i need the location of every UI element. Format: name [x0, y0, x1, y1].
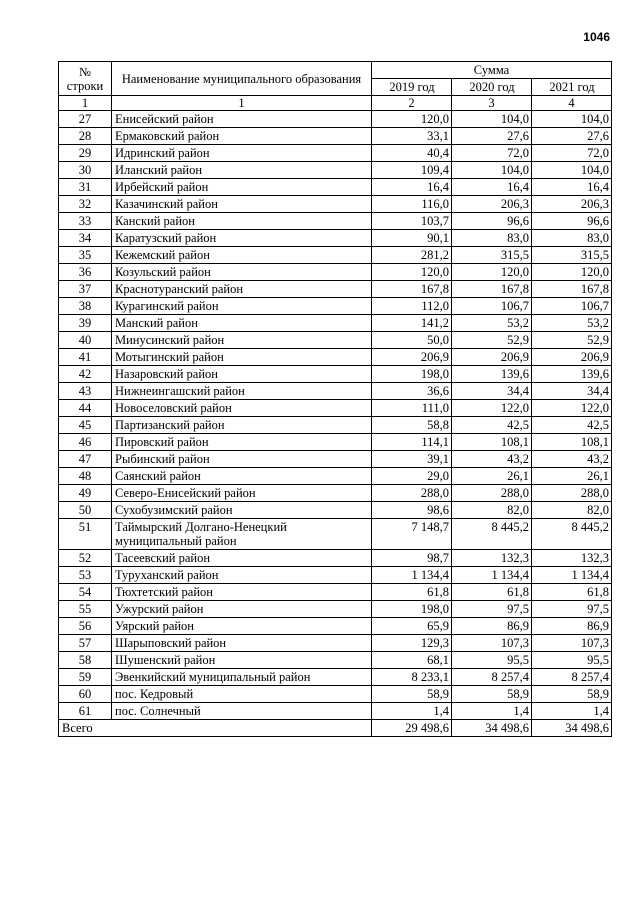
municipality-name: Манский район	[112, 315, 372, 332]
value-2020: 8 257,4	[452, 669, 532, 686]
row-number: 48	[59, 468, 112, 485]
value-2019: 281,2	[372, 247, 452, 264]
table-row	[59, 111, 612, 128]
value-2021: 8 257,4	[532, 669, 612, 686]
index-cell: 1	[112, 96, 372, 111]
table-row	[59, 315, 612, 332]
table-row	[59, 162, 612, 179]
municipality-name: Тасеевский район	[112, 550, 372, 567]
value-2021: 1,4	[532, 703, 612, 720]
total-label: Всего	[59, 720, 372, 737]
value-2021: 16,4	[532, 179, 612, 196]
row-number: 51	[59, 519, 112, 550]
municipality-name: Шушенский район	[112, 652, 372, 669]
row-number: 36	[59, 264, 112, 281]
header-sum: Сумма	[372, 62, 612, 79]
total-value: 34 498,6	[452, 720, 532, 737]
value-2019: 58,8	[372, 417, 452, 434]
table-row	[59, 618, 612, 635]
table-row	[59, 635, 612, 652]
table-row	[59, 196, 612, 213]
municipality-name: Таймырский Долгано-Ненецкий муниципальный район	[112, 519, 372, 550]
value-2020: 167,8	[452, 281, 532, 298]
value-2021: 206,3	[532, 196, 612, 213]
header-municipality-name: Наименование муниципального образования	[112, 62, 372, 96]
value-2019: 8 233,1	[372, 669, 452, 686]
municipality-name: Уярский район	[112, 618, 372, 635]
row-number: 28	[59, 128, 112, 145]
row-number: 39	[59, 315, 112, 332]
value-2020: 104,0	[452, 111, 532, 128]
table-row	[59, 417, 612, 434]
value-2020: 95,5	[452, 652, 532, 669]
value-2019: 68,1	[372, 652, 452, 669]
value-2019: 98,6	[372, 502, 452, 519]
value-2020: 96,6	[452, 213, 532, 230]
value-2019: 1 134,4	[372, 567, 452, 584]
table-row	[59, 703, 612, 720]
row-number: 47	[59, 451, 112, 468]
municipality-name: пос. Солнечный	[112, 703, 372, 720]
row-number: 56	[59, 618, 112, 635]
municipality-name: Туруханский район	[112, 567, 372, 584]
value-2020: 58,9	[452, 686, 532, 703]
table-row	[59, 281, 612, 298]
municipality-name: Пировский район	[112, 434, 372, 451]
row-number: 50	[59, 502, 112, 519]
value-2020: 206,3	[452, 196, 532, 213]
header-year-2021: 2021 год	[532, 79, 612, 96]
value-2019: 65,9	[372, 618, 452, 635]
municipality-name: Партизанский район	[112, 417, 372, 434]
table-row	[59, 485, 612, 502]
index-cell: 4	[532, 96, 612, 111]
row-number: 58	[59, 652, 112, 669]
value-2020: 26,1	[452, 468, 532, 485]
municipality-name: Курагинский район	[112, 298, 372, 315]
value-2021: 61,8	[532, 584, 612, 601]
row-number: 44	[59, 400, 112, 417]
value-2019: 61,8	[372, 584, 452, 601]
value-2021: 95,5	[532, 652, 612, 669]
value-2021: 122,0	[532, 400, 612, 417]
total-row	[59, 720, 612, 737]
page-number: 1046	[583, 30, 610, 44]
row-number: 52	[59, 550, 112, 567]
value-2019: 33,1	[372, 128, 452, 145]
value-2021: 43,2	[532, 451, 612, 468]
table-row	[59, 128, 612, 145]
value-2019: 29,0	[372, 468, 452, 485]
value-2021: 106,7	[532, 298, 612, 315]
value-2021: 34,4	[532, 383, 612, 400]
row-number: 33	[59, 213, 112, 230]
table-row	[59, 601, 612, 618]
row-number: 38	[59, 298, 112, 315]
value-2021: 104,0	[532, 111, 612, 128]
value-2019: 111,0	[372, 400, 452, 417]
row-number: 34	[59, 230, 112, 247]
value-2019: 16,4	[372, 179, 452, 196]
value-2021: 108,1	[532, 434, 612, 451]
value-2020: 288,0	[452, 485, 532, 502]
total-value: 29 498,6	[372, 720, 452, 737]
value-2021: 96,6	[532, 213, 612, 230]
row-number: 59	[59, 669, 112, 686]
municipality-name: Козульский район	[112, 264, 372, 281]
municipality-name: Ужурский район	[112, 601, 372, 618]
value-2020: 1,4	[452, 703, 532, 720]
value-2019: 116,0	[372, 196, 452, 213]
value-2021: 86,9	[532, 618, 612, 635]
value-2021: 288,0	[532, 485, 612, 502]
header-row-number: № строки	[59, 62, 112, 96]
index-cell: 3	[452, 96, 532, 111]
row-number: 37	[59, 281, 112, 298]
value-2019: 112,0	[372, 298, 452, 315]
total-value: 34 498,6	[532, 720, 612, 737]
row-number: 55	[59, 601, 112, 618]
row-number: 60	[59, 686, 112, 703]
municipality-name: Мотыгинский район	[112, 349, 372, 366]
table-row	[59, 686, 612, 703]
municipality-name: Канский район	[112, 213, 372, 230]
value-2021: 132,3	[532, 550, 612, 567]
row-number: 49	[59, 485, 112, 502]
value-2021: 97,5	[532, 601, 612, 618]
table-row	[59, 519, 612, 550]
value-2021: 107,3	[532, 635, 612, 652]
value-2019: 167,8	[372, 281, 452, 298]
value-2021: 167,8	[532, 281, 612, 298]
row-number: 61	[59, 703, 112, 720]
row-number: 32	[59, 196, 112, 213]
row-number: 43	[59, 383, 112, 400]
row-number: 40	[59, 332, 112, 349]
value-2020: 61,8	[452, 584, 532, 601]
value-2021: 8 445,2	[532, 519, 612, 550]
municipality-name: Енисейский район	[112, 111, 372, 128]
index-cell: 1	[59, 96, 112, 111]
value-2020: 97,5	[452, 601, 532, 618]
table-row	[59, 264, 612, 281]
value-2020: 43,2	[452, 451, 532, 468]
table-row	[59, 145, 612, 162]
value-2020: 1 134,4	[452, 567, 532, 584]
subsidy-table	[58, 61, 612, 737]
value-2021: 53,2	[532, 315, 612, 332]
value-2019: 39,1	[372, 451, 452, 468]
table-row	[59, 584, 612, 601]
row-number: 46	[59, 434, 112, 451]
table-row	[59, 213, 612, 230]
table-row	[59, 298, 612, 315]
value-2020: 120,0	[452, 264, 532, 281]
value-2020: 106,7	[452, 298, 532, 315]
value-2019: 50,0	[372, 332, 452, 349]
value-2020: 34,4	[452, 383, 532, 400]
value-2020: 86,9	[452, 618, 532, 635]
value-2019: 120,0	[372, 111, 452, 128]
municipality-name: Шарыповский район	[112, 635, 372, 652]
value-2021: 315,5	[532, 247, 612, 264]
header-year-2019: 2019 год	[372, 79, 452, 96]
municipality-name: Казачинский район	[112, 196, 372, 213]
value-2019: 40,4	[372, 145, 452, 162]
municipality-name: Минусинский район	[112, 332, 372, 349]
value-2020: 53,2	[452, 315, 532, 332]
municipality-name: Кежемский район	[112, 247, 372, 264]
value-2019: 206,9	[372, 349, 452, 366]
value-2020: 27,6	[452, 128, 532, 145]
value-2020: 315,5	[452, 247, 532, 264]
value-2020: 132,3	[452, 550, 532, 567]
municipality-name: Идринский район	[112, 145, 372, 162]
value-2021: 82,0	[532, 502, 612, 519]
header-year-2020: 2020 год	[452, 79, 532, 96]
table-row	[59, 550, 612, 567]
value-2019: 288,0	[372, 485, 452, 502]
value-2020: 139,6	[452, 366, 532, 383]
table-row	[59, 179, 612, 196]
value-2020: 42,5	[452, 417, 532, 434]
value-2021: 1 134,4	[532, 567, 612, 584]
value-2020: 83,0	[452, 230, 532, 247]
table-row	[59, 567, 612, 584]
row-number: 54	[59, 584, 112, 601]
table-row	[59, 468, 612, 485]
table-row	[59, 502, 612, 519]
municipality-name: Краснотуранский район	[112, 281, 372, 298]
row-number: 42	[59, 366, 112, 383]
row-number: 57	[59, 635, 112, 652]
row-number: 27	[59, 111, 112, 128]
value-2019: 1,4	[372, 703, 452, 720]
value-2020: 82,0	[452, 502, 532, 519]
value-2019: 120,0	[372, 264, 452, 281]
value-2020: 8 445,2	[452, 519, 532, 550]
value-2020: 122,0	[452, 400, 532, 417]
municipality-name: пос. Кедровый	[112, 686, 372, 703]
municipality-name: Эвенкийский муниципальный район	[112, 669, 372, 686]
value-2019: 198,0	[372, 601, 452, 618]
table-row	[59, 451, 612, 468]
municipality-name: Иланский район	[112, 162, 372, 179]
municipality-name: Назаровский район	[112, 366, 372, 383]
value-2021: 52,9	[532, 332, 612, 349]
value-2021: 26,1	[532, 468, 612, 485]
value-2020: 104,0	[452, 162, 532, 179]
value-2019: 36,6	[372, 383, 452, 400]
table-row	[59, 349, 612, 366]
municipality-name: Сухобузимский район	[112, 502, 372, 519]
municipality-name: Тюхтетский район	[112, 584, 372, 601]
row-number: 31	[59, 179, 112, 196]
table-row	[59, 434, 612, 451]
value-2019: 103,7	[372, 213, 452, 230]
value-2021: 139,6	[532, 366, 612, 383]
municipality-name: Северо-Енисейский район	[112, 485, 372, 502]
value-2021: 120,0	[532, 264, 612, 281]
value-2019: 109,4	[372, 162, 452, 179]
table-row	[59, 230, 612, 247]
table-row	[59, 332, 612, 349]
table-row	[59, 669, 612, 686]
value-2021: 72,0	[532, 145, 612, 162]
table-body	[59, 111, 612, 720]
municipality-name: Саянский район	[112, 468, 372, 485]
value-2021: 42,5	[532, 417, 612, 434]
index-cell: 2	[372, 96, 452, 111]
value-2019: 141,2	[372, 315, 452, 332]
value-2021: 206,9	[532, 349, 612, 366]
value-2020: 108,1	[452, 434, 532, 451]
value-2020: 16,4	[452, 179, 532, 196]
value-2020: 52,9	[452, 332, 532, 349]
value-2019: 58,9	[372, 686, 452, 703]
value-2019: 129,3	[372, 635, 452, 652]
value-2020: 107,3	[452, 635, 532, 652]
row-number: 41	[59, 349, 112, 366]
value-2019: 90,1	[372, 230, 452, 247]
municipality-name: Ирбейский район	[112, 179, 372, 196]
municipality-name: Каратузский район	[112, 230, 372, 247]
value-2019: 7 148,7	[372, 519, 452, 550]
row-number: 35	[59, 247, 112, 264]
row-number: 30	[59, 162, 112, 179]
value-2019: 114,1	[372, 434, 452, 451]
row-number: 29	[59, 145, 112, 162]
municipality-name: Рыбинский район	[112, 451, 372, 468]
value-2021: 58,9	[532, 686, 612, 703]
table-row	[59, 366, 612, 383]
value-2020: 206,9	[452, 349, 532, 366]
value-2021: 104,0	[532, 162, 612, 179]
municipality-name: Новоселовский район	[112, 400, 372, 417]
municipality-name: Ермаковский район	[112, 128, 372, 145]
municipality-name: Нижнеингашский район	[112, 383, 372, 400]
table-row	[59, 400, 612, 417]
value-2020: 72,0	[452, 145, 532, 162]
table-row	[59, 383, 612, 400]
value-2019: 198,0	[372, 366, 452, 383]
row-number: 45	[59, 417, 112, 434]
table-row	[59, 247, 612, 264]
row-number: 53	[59, 567, 112, 584]
table-row	[59, 652, 612, 669]
value-2021: 83,0	[532, 230, 612, 247]
value-2021: 27,6	[532, 128, 612, 145]
value-2019: 98,7	[372, 550, 452, 567]
